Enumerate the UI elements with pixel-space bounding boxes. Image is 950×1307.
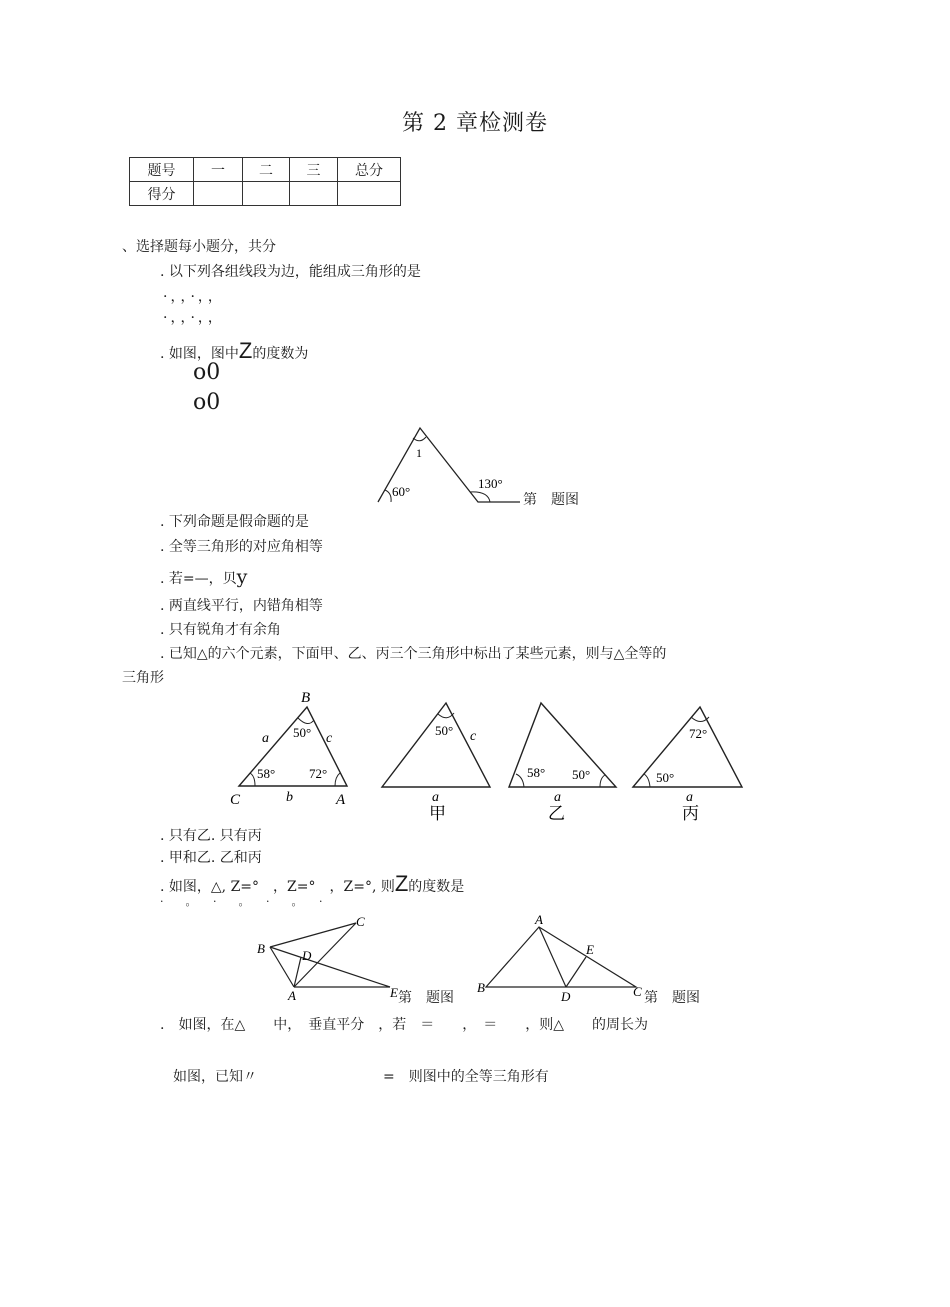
question-4-options-ab: . 只有乙. 只有丙	[160, 828, 262, 844]
vertex-e-label: E	[586, 942, 594, 957]
segment-be	[270, 947, 390, 987]
question-3-option-d: . 只有锐角才有余角	[160, 622, 281, 638]
question-7-stem: 如图，已知〃 = 则图中的全等三角形有	[173, 1069, 549, 1085]
table-cell: 一	[194, 158, 243, 182]
question-3-option-b	[160, 566, 247, 588]
vertex-c-label: C	[230, 792, 241, 808]
triangle-name-yi: 乙	[548, 804, 565, 823]
figure-caption: 第 题图	[398, 990, 454, 1006]
score-table-score-row	[130, 182, 401, 206]
angle-arc	[298, 718, 314, 724]
angle-arc	[644, 774, 650, 787]
triangle-outline	[633, 707, 742, 787]
angle-arc	[600, 775, 605, 787]
score-table	[129, 157, 401, 206]
angle-60-label: 60°	[392, 484, 411, 499]
question-2-stem-post: 的度数为	[252, 346, 309, 362]
vertex-a-label: A	[535, 912, 543, 927]
vertex-a-label: A	[288, 988, 296, 1003]
question-5-stem-text: . 如图，△, Z=° ，Z=° ，Z=°, 则	[160, 879, 395, 895]
question-3-stem: . 下列命题是假命题的是	[160, 514, 309, 530]
question-5-stem-post: 的度数是	[408, 879, 465, 895]
angle-130-label: 130°	[478, 476, 503, 491]
vertex-e-label: E	[390, 985, 398, 1000]
angle-58-label: 58°	[527, 765, 546, 780]
triangle-outline	[509, 703, 616, 787]
angle-symbol: Z	[394, 871, 409, 896]
side-c-label: c	[470, 729, 477, 744]
figure-caption: 第 题图	[523, 492, 579, 508]
question-1-stem: . 以下列各组线段为边，能组成三角形的是	[160, 264, 421, 280]
triangle-outline	[382, 703, 490, 787]
triangle-name-jia: 甲	[429, 804, 446, 823]
vertex-b-label: B	[301, 690, 311, 706]
question-3-option-a: . 全等三角形的对应角相等	[160, 539, 323, 555]
table-cell: 得分	[130, 182, 194, 206]
triangle-yi	[500, 695, 625, 825]
vertex-d-label: D	[302, 948, 312, 963]
table-cell: 总分	[338, 158, 401, 182]
question-1-option-cd: ·，，·，，	[163, 310, 225, 326]
score-table-header-row	[130, 158, 401, 182]
vertex-b-label: B	[477, 980, 485, 995]
question-1-option-ab: ·，，·，，	[163, 289, 225, 305]
question-3-option-b-text: . 若=—，贝	[160, 571, 237, 587]
side-a-label: a	[432, 790, 439, 805]
table-cell	[194, 182, 243, 206]
page-title: 第 2 章检测卷	[402, 111, 548, 136]
section-heading: 、选择题每小题分，共分	[122, 239, 276, 255]
angle-50-label: 50°	[435, 723, 454, 738]
triangle-bing	[625, 695, 750, 825]
side-a-label: a	[554, 790, 561, 805]
angle-1-label: 1	[416, 446, 422, 460]
question-2-stem-pre: . 如图，图中	[160, 346, 239, 362]
variable-y: y	[236, 566, 248, 588]
angle-arc	[335, 773, 340, 786]
question-6-stem: . 如图，在△ 中， 垂直平分 ，若 ＝ ， ＝ ，则△ 的周长为	[160, 1017, 648, 1033]
question-4-stem: . 已知△的六个元素，下面甲、乙、丙三个三角形中标出了某些元素，则与△全等的	[160, 646, 667, 662]
question-4-main-triangle	[225, 684, 360, 808]
angle-arc	[385, 490, 391, 502]
side-a-label: a	[686, 790, 693, 805]
triangle-jia	[372, 695, 502, 825]
angle-50-label: 50°	[572, 767, 591, 782]
question-4-options-cd: . 甲和乙. 乙和丙	[160, 850, 262, 866]
question-2-option-ab: o0	[193, 360, 221, 385]
table-cell: 二	[243, 158, 290, 182]
segment-ab	[270, 947, 294, 987]
angle-symbol: Z	[238, 338, 253, 363]
vertex-b-label: B	[257, 941, 265, 956]
angle-72-label: 72°	[309, 766, 328, 781]
vertex-a-label: A	[336, 792, 346, 808]
side-c-label: c	[326, 731, 333, 746]
angle-50-label: 50°	[293, 725, 312, 740]
table-cell: 三	[290, 158, 338, 182]
triangle-abc	[486, 927, 636, 987]
table-cell	[290, 182, 338, 206]
question-2-stem	[160, 338, 308, 364]
question-2-option-cd: o0	[193, 390, 221, 415]
question-5-figure-1	[250, 910, 410, 1005]
vertex-c-label: C	[356, 914, 365, 929]
segment-ad	[294, 957, 301, 987]
question-4-stem-continued: 三角形	[122, 670, 164, 686]
angle-arc	[250, 773, 255, 786]
question-3-option-c: . 两直线平行，内错角相等	[160, 598, 323, 614]
table-cell: 题号	[130, 158, 194, 182]
table-cell	[243, 182, 290, 206]
question-5-degree-marks: · 。 · 。 · 。 ·	[160, 895, 323, 908]
segment-bc	[270, 923, 356, 947]
triangle-abc	[239, 707, 347, 786]
side-a-label: a	[262, 731, 269, 746]
angle-72-label: 72°	[689, 726, 708, 741]
angle-50-label: 50°	[656, 770, 675, 785]
segment-de	[566, 957, 586, 987]
table-cell	[338, 182, 401, 206]
angle-arc	[470, 492, 490, 502]
vertex-c-label: C	[633, 984, 642, 999]
figure-caption: 第 题图	[644, 990, 700, 1006]
vertex-d-label: D	[561, 989, 571, 1004]
triangle-name-bing: 丙	[682, 804, 699, 823]
side-b-label: b	[286, 790, 293, 805]
angle-arc	[516, 774, 524, 787]
angle-58-label: 58°	[257, 766, 276, 781]
question-6-figure	[472, 910, 652, 1005]
